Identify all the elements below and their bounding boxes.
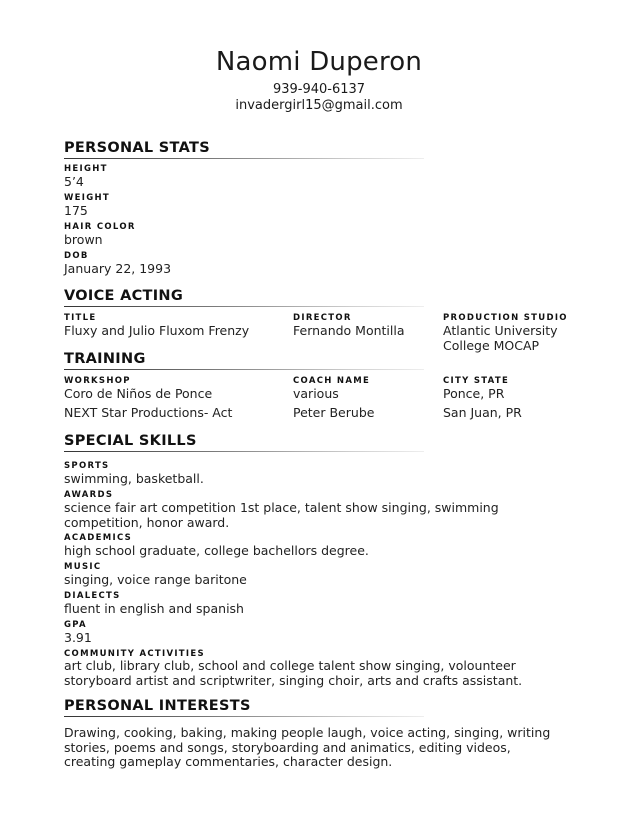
column-header-coach-name: COACH NAME [293, 376, 371, 386]
voice-acting-title: Fluxy and Julio Fluxom Frenzy [64, 323, 250, 338]
section-title-personal-stats: PERSONAL STATS [64, 140, 210, 156]
section-title-personal-interests: PERSONAL INTERESTS [64, 698, 251, 714]
skill-value-community-activities: art club, library club, school and college talent show singing, volounteer storyboard artist and scriptwriter, singing choir, arts and crafts assistant. [64, 658, 523, 688]
skill-value-awards: science fair art competition 1st place, talent show singing, swimming competition, honor award. [64, 500, 499, 530]
stat-label-height: HEIGHT [64, 164, 108, 174]
training-coach: Peter Berube [293, 405, 375, 420]
training-city: Ponce, PR [443, 386, 505, 401]
skill-value-gpa: 3.91 [64, 630, 92, 645]
section-title-training: TRAINING [64, 351, 146, 367]
section-divider [64, 369, 424, 370]
training-workshop: NEXT Star Productions- Act [64, 405, 233, 420]
skill-label-academics: ACADEMICS [64, 533, 133, 543]
column-header-city-state: CITY STATE [443, 376, 510, 386]
stat-label-hair-color: HAIR COLOR [64, 222, 136, 232]
skill-label-sports: SPORTS [64, 461, 110, 471]
section-title-voice-acting: VOICE ACTING [64, 288, 184, 304]
voice-acting-director: Fernando Montilla [293, 323, 405, 338]
column-header-director: DIRECTOR [293, 313, 352, 323]
column-header-title: TITLE [64, 313, 97, 323]
skill-value-academics: high school graduate, college bachellors degree. [64, 543, 369, 558]
skill-label-community-activities: COMMUNITY ACTIVITIES [64, 649, 205, 659]
skill-value-sports: swimming, basketball. [64, 471, 204, 486]
section-divider [64, 716, 424, 717]
section-divider [64, 451, 424, 452]
training-coach: various [293, 386, 339, 401]
section-divider [64, 306, 424, 307]
column-header-workshop: WORKSHOP [64, 376, 131, 386]
voice-acting-studio: Atlantic University College MOCAP [443, 323, 558, 353]
skill-value-dialects: fluent in english and spanish [64, 601, 244, 616]
column-header-production-studio: PRODUCTION STUDIO [443, 313, 568, 323]
stat-label-weight: WEIGHT [64, 193, 111, 203]
candidate-name: Naomi Duperon [215, 47, 423, 77]
skill-label-gpa: GPA [64, 620, 87, 630]
stat-value-dob: January 22, 1993 [64, 261, 172, 276]
skill-label-awards: AWARDS [64, 490, 114, 500]
stat-value-weight: 175 [64, 203, 88, 218]
training-city: San Juan, PR [443, 405, 522, 420]
section-title-special-skills: SPECIAL SKILLS [64, 433, 197, 449]
email-address: invadergirl15@gmail.com [235, 98, 403, 113]
stat-label-dob: DOB [64, 251, 89, 261]
skill-label-dialects: DIALECTS [64, 591, 121, 601]
section-divider [64, 158, 424, 159]
stat-value-height: 5’4 [64, 174, 84, 189]
skill-label-music: MUSIC [64, 562, 102, 572]
training-workshop: Coro de Niños de Ponce [64, 386, 213, 401]
personal-interests-text: Drawing, cooking, baking, making people laugh, voice acting, singing, writing stories, poems and songs, storyboarding and animatics, editing videos, creating gameplay commentaries, character design. [64, 725, 551, 769]
stat-value-hair-color: brown [64, 232, 103, 247]
skill-value-music: singing, voice range baritone [64, 572, 247, 587]
phone-number: 939-940-6137 [272, 82, 366, 97]
